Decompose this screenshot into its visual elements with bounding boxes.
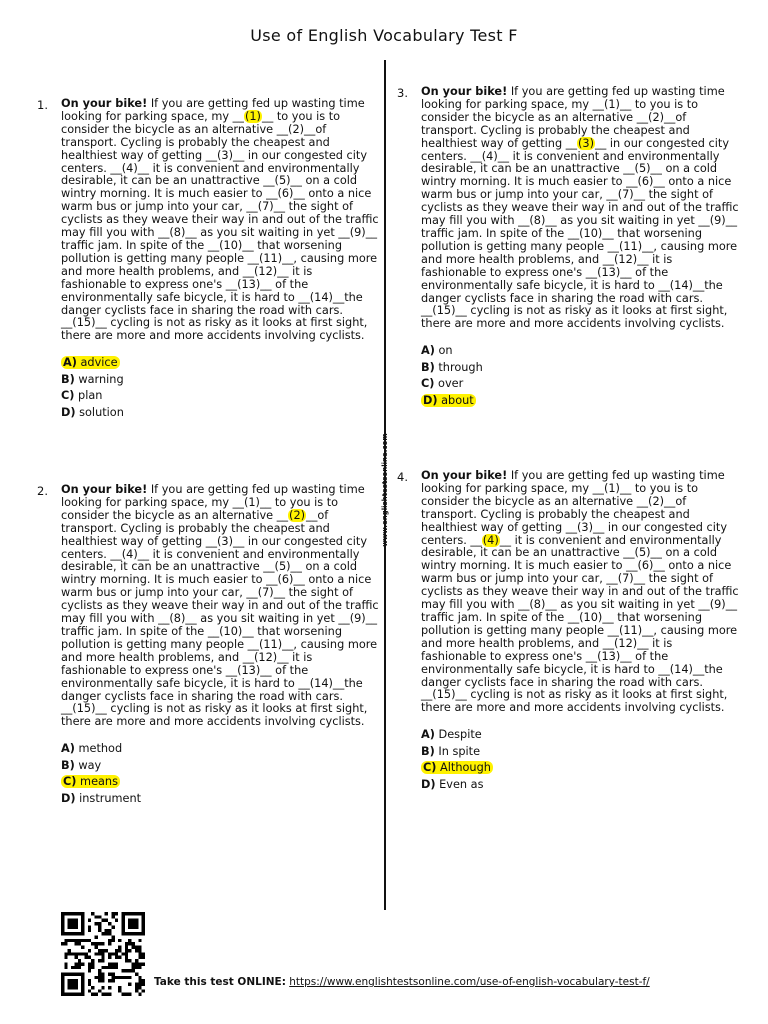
passage-heading: On your bike! — [61, 97, 148, 110]
option-text: way — [74, 758, 102, 772]
page-title: Use of English Vocabulary Test F — [250, 26, 518, 45]
answer-option[interactable] — [61, 405, 381, 422]
answer-option[interactable] — [61, 388, 381, 405]
option-text: Even as — [435, 777, 484, 791]
option-letter: C) — [423, 761, 437, 775]
highlighted-gap: (4) — [482, 533, 499, 547]
highlighted-gap: (1) — [244, 109, 261, 123]
option-text: warning — [74, 372, 124, 386]
option-text: advice — [76, 356, 118, 370]
answer-option[interactable] — [421, 727, 741, 744]
answer-option[interactable] — [61, 741, 381, 758]
answer-option[interactable] — [61, 791, 381, 808]
answer-option[interactable] — [61, 355, 381, 372]
vertical-site-url: www.englishtestsonline.com — [381, 433, 389, 547]
question-number: 4. — [397, 470, 408, 484]
option-text: Although — [436, 761, 491, 775]
option-text: over — [434, 377, 464, 391]
option-letter: B) — [61, 372, 75, 386]
passage-text: On your bike! If you are getting fed up wasting time looking for parking space, my __(1)__ to you is to consider the bicycle as an alternative __(2)__of transport. Cycling is probably the cheapest and healthiest way of getting __(3)__ in our congested city centers. __(4)__ it is convenient and environmentally desirable, it can be an unattractive __(5)__ on a cold wintry morning. It is much easier to __(6)__ onto a nice warm bus or jump into your car, __(7)__ the sight of cyclists as they weave their way in and out of the traffic may fill you with __(8)__ as you sit waiting in yet __(9)__ traffic jam. In spite of the __(10)__ that worsening pollution is getting many people __(11)__, causing more and more health problems, and __(12)__ it is fashionable to express one's __(13)__ of the environmentally safe bicycle, it is hard to __(14)__the danger cyclists face in sharing the road with cars. __(15)__ cycling is not as risky as it looks at first sight, there are more and more accidents involving cyclists. — [421, 85, 739, 331]
question-number: 2. — [37, 484, 48, 498]
passage-heading: On your bike! — [61, 483, 148, 496]
answer-options — [421, 727, 741, 793]
option-text: about — [437, 393, 474, 407]
question-number: 3. — [397, 86, 408, 100]
option-letter: C) — [63, 775, 77, 789]
option-letter: D) — [61, 405, 76, 419]
option-letter: C) — [61, 389, 75, 403]
option-letter: D) — [423, 393, 438, 407]
answer-option[interactable] — [421, 376, 741, 393]
option-text: Despite — [434, 728, 482, 742]
question-3 — [397, 85, 741, 409]
answer-option[interactable] — [421, 360, 741, 377]
footer — [154, 976, 650, 988]
answer-option[interactable] — [61, 372, 381, 389]
option-text: means — [76, 775, 118, 789]
question-4 — [397, 469, 741, 793]
option-letter: C) — [421, 377, 435, 391]
option-letter: A) — [63, 356, 77, 370]
highlighted-gap: (3) — [578, 136, 595, 150]
question-1 — [37, 97, 381, 421]
option-letter: B) — [61, 758, 75, 772]
passage-heading: On your bike! — [421, 469, 508, 482]
option-text: plan — [74, 389, 103, 403]
footer-label: Take this test ONLINE: — [154, 976, 286, 988]
passage-heading: On your bike! — [421, 85, 508, 98]
highlighted-gap: (2) — [289, 508, 306, 522]
answer-option[interactable] — [421, 343, 741, 360]
option-text: on — [434, 344, 453, 358]
test-online-link[interactable]: https://www.englishtestsonline.com/use-of-english-vocabulary-test-f/ — [289, 976, 650, 988]
passage-text: On your bike! If you are getting fed up wasting time looking for parking space, my __(1)__ to you is to consider the bicycle as an alternative __(2)__of transport. Cycling is probably the cheapest and healthiest way of getting __(3)__ in our congested city centers. __(4)__ it is convenient and environmentally desirable, it can be an unattractive __(5)__ on a cold wintry morning. It is much easier to __(6)__ onto a nice warm bus or jump into your car, __(7)__ the sight of cyclists as they weave their way in and out of the traffic may fill you with __(8)__ as you sit waiting in yet __(9)__ traffic jam. In spite of the __(10)__ that worsening pollution is getting many people __(11)__, causing more and more health problems, and __(12)__ it is fashionable to express one's __(13)__ of the environmentally safe bicycle, it is hard to __(14)__the danger cyclists face in sharing the road with cars. __(15)__ cycling is not as risky as it looks at first sight, there are more and more accidents involving cyclists. — [61, 97, 379, 343]
answer-option[interactable] — [421, 760, 741, 777]
question-number: 1. — [37, 98, 48, 112]
passage-text: On your bike! If you are getting fed up wasting time looking for parking space, my __(1)__ to you is to consider the bicycle as an alternative __(2)__of transport. Cycling is probably the cheapest and healthiest way of getting __(3)__ in our congested city centers. __(4)__ it is convenient and environmentally desirable, it can be an unattractive __(5)__ on a cold wintry morning. It is much easier to __(6)__ onto a nice warm bus or jump into your car, __(7)__ the sight of cyclists as they weave their way in and out of the traffic may fill you with __(8)__ as you sit waiting in yet __(9)__ traffic jam. In spite of the __(10)__ that worsening pollution is getting many people __(11)__, causing more and more health problems, and __(12)__ it is fashionable to express one's __(13)__ of the environmentally safe bicycle, it is hard to __(14)__the danger cyclists face in sharing the road with cars. __(15)__ cycling is not as risky as it looks at first sight, there are more and more accidents involving cyclists. — [421, 469, 739, 715]
question-2 — [37, 483, 381, 807]
answer-options — [61, 741, 381, 807]
answer-options — [421, 343, 741, 409]
option-letter: D) — [421, 777, 436, 791]
option-letter: A) — [421, 728, 435, 742]
answer-option[interactable] — [421, 777, 741, 794]
option-text: method — [74, 742, 123, 756]
option-letter: B) — [421, 744, 435, 758]
option-letter: B) — [421, 360, 435, 374]
answer-options — [61, 355, 381, 421]
answer-option[interactable] — [61, 758, 381, 775]
passage-text: On your bike! If you are getting fed up wasting time looking for parking space, my __(1)__ to you is to consider the bicycle as an alternative __(2)__of transport. Cycling is probably the cheapest and healthiest way of getting __(3)__ in our congested city centers. __(4)__ it is convenient and environmentally desirable, it can be an unattractive __(5)__ on a cold wintry morning. It is much easier to __(6)__ onto a nice warm bus or jump into your car, __(7)__ the sight of cyclists as they weave their way in and out of the traffic may fill you with __(8)__ as you sit waiting in yet __(9)__ traffic jam. In spite of the __(10)__ that worsening pollution is getting many people __(11)__, causing more and more health problems, and __(12)__ it is fashionable to express one's __(13)__ of the environmentally safe bicycle, it is hard to __(14)__the danger cyclists face in sharing the road with cars. __(15)__ cycling is not as risky as it looks at first sight, there are more and more accidents involving cyclists. — [61, 483, 379, 729]
option-letter: A) — [61, 742, 75, 756]
option-text: instrument — [75, 791, 142, 805]
option-letter: D) — [61, 791, 76, 805]
option-text: through — [434, 360, 483, 374]
qr-code-icon — [58, 912, 148, 996]
option-text: In spite — [434, 744, 481, 758]
answer-option[interactable] — [61, 774, 381, 791]
option-letter: A) — [421, 344, 435, 358]
option-text: solution — [75, 405, 124, 419]
answer-option[interactable] — [421, 744, 741, 761]
answer-option[interactable] — [421, 393, 741, 410]
